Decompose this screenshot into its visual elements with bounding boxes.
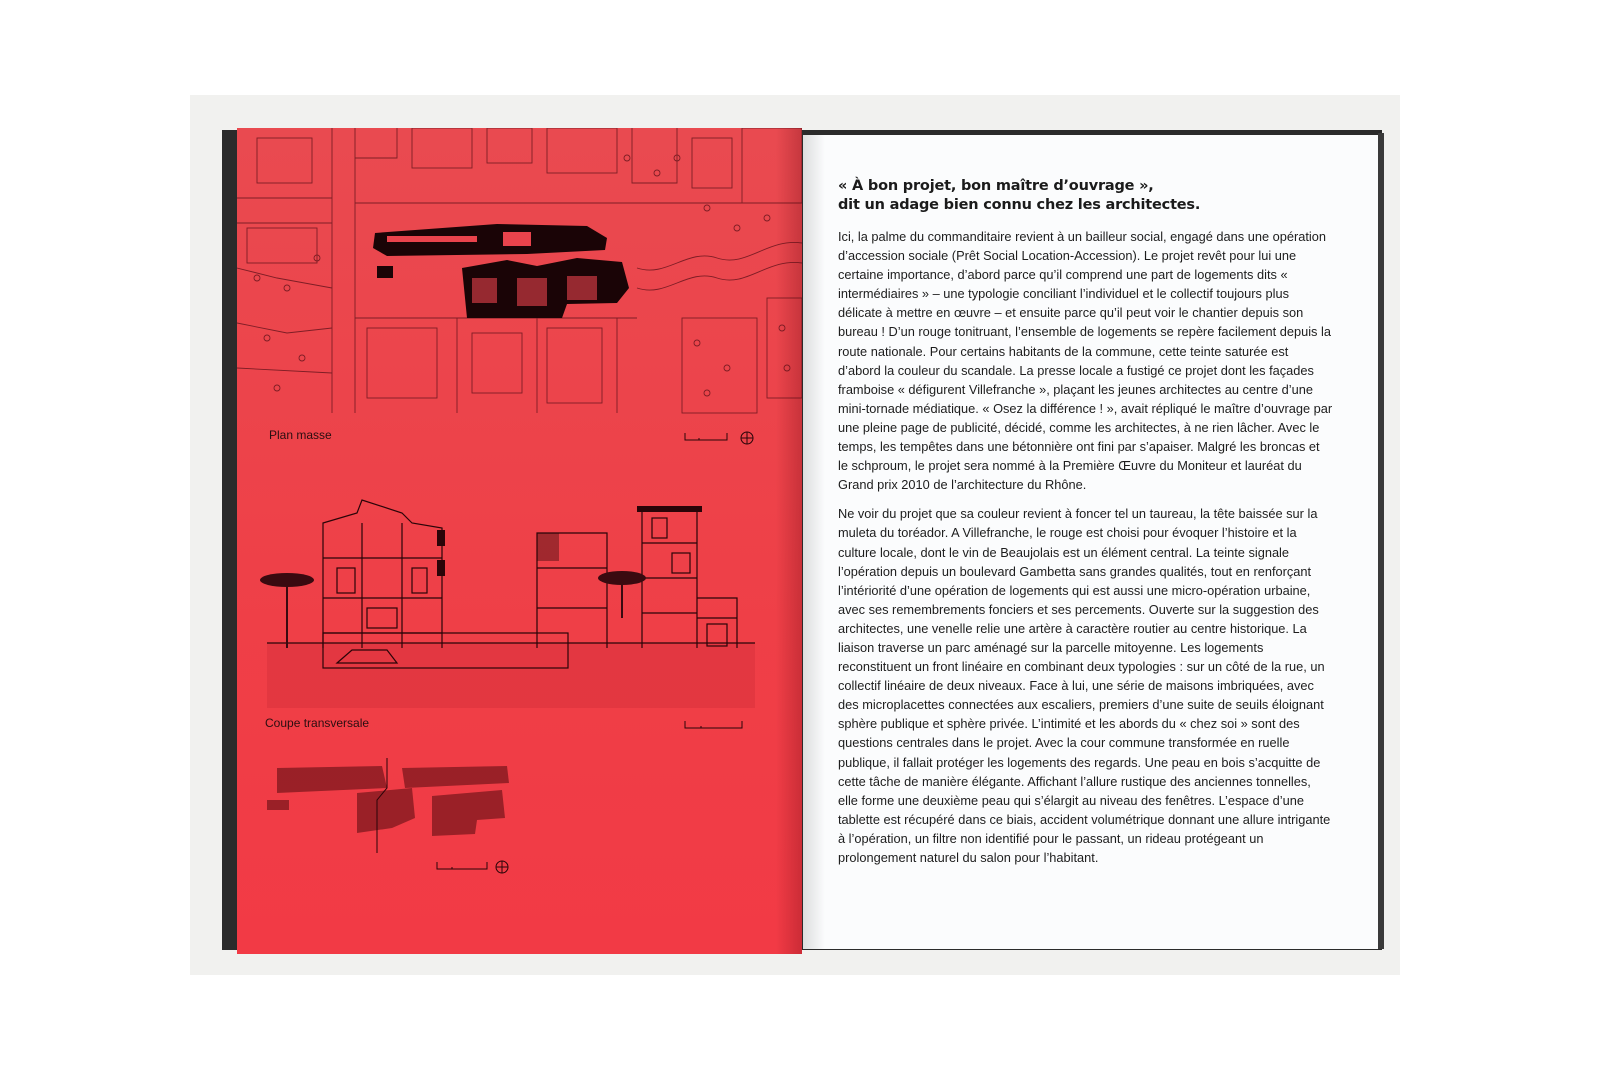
left-page: [237, 128, 802, 954]
ground-floor-plan: [267, 766, 509, 836]
caption-coupe-transversale: Coupe transversale: [265, 716, 370, 730]
cross-section-drawing: [260, 500, 755, 728]
section-tree-left: [260, 573, 314, 648]
site-plan-buildings: [373, 224, 629, 318]
heading-line-2: dit un adage bien connu chez les architectes.: [838, 197, 1201, 213]
scale-bar-2: [685, 721, 742, 728]
architectural-drawings: [237, 128, 802, 954]
heading-line-1: « À bon projet, bon maître d’ouvrage »,: [838, 178, 1154, 194]
article-heading: [838, 177, 1358, 215]
section-tree-right: [598, 571, 646, 618]
article-body: [838, 227, 1333, 877]
paragraph-2: Ne voir du projet que sa couleur revient à foncer tel un taureau, la tête baissée sur la muleta du toréador. A Villefranche, le rouge est choisi pour évoquer l’histoire et la culture locale, dont le vin de Beaujolais est un élément central. La teinte signale l’opération depuis un boulevard Gambetta sans grandes qualités, tout en renforçant l’intériorité d’une opération de logements qui est aussi une micro-opération urbaine, avec ses remembrements fonciers et ses percements. Ouverte sur la suggestion des architectes, une venelle relie une artère à caractère routier au centre historique. La liaison traverse un parc aménagé sur la parcelle mitoyenne. Les logements reconstituent un front linéaire en combinant deux typologies : sur un côté de la rue, un collectif linéaire de deux niveaux. Face à lui, une série de maisons imbriquées, avec des microplacettes connectées aux escaliers, premiers d’une suite de seuils éloignant sphère publique et sphère privée. L’intimité et les abords du « chez soi » sont des questions centrales dans le projet. Avec la cour commune transformée en ruelle publique, il fallait protéger les logements des regards. Une peau en bois s’acquitte de cette tâche de manière élégante. Affichant l’allure rustique des anciennes tonnelles, elle forme une deuxième peau qui s’élargit au niveau des fenêtres. L’espace d’une tablette est récupéré dans ce biais, accident volumétrique donnant une allure intrigante à l’opération, un filtre non identifié pour le passant, un rideau protégeant un prolongement naturel du salon pour l’habitant.: [838, 506, 1331, 865]
paragraph-1: Ici, la palme du commanditaire revient à un bailleur social, engagé dans une opération d’accession sociale (Prêt Social Location-Accession). Le projet revêt pour lui une certaine importance, d’abord parce qu’il comprend une part de logements dits « intermédiaires » – une typologie conciliant l’individuel et le collectif toujours plus délicate à mettre en œuvre – et ensuite parce qu’il peut voir le chantier depuis son bureau ! D’un rouge tonitruant, l’ensemble de logements se repère facilement depuis la route nationale. Pour certains habitants de la commune, cette teinte saturée est d’abord la couleur du scandale. La presse locale a fustigé ce projet dont les façades framboise « défigurent Villefranche », plaçant les jeunes architectes au centre d’une mini-tornade médiatique. « Osez la différence ! », avait répliqué le maître d’ouvrage par une pleine page de publicité, décidé, comme les architectes, à ne rien lâcher. Avec le temps, les tempêtes dans une bétonnière ont fini par s’apaiser. Malgré les broncas et le schproum, le projet sera nommé à la Première Œuvre du Moniteur et lauréat du Grand prix 2010 de l’architecture du Rhône.: [838, 229, 1333, 493]
scale-bar-north-arrow-1: [685, 432, 753, 444]
right-page: [803, 135, 1378, 949]
caption-plan-masse: Plan masse: [269, 428, 332, 442]
scale-bar-north-arrow-3: [437, 861, 508, 873]
page-edge: [1378, 133, 1384, 949]
